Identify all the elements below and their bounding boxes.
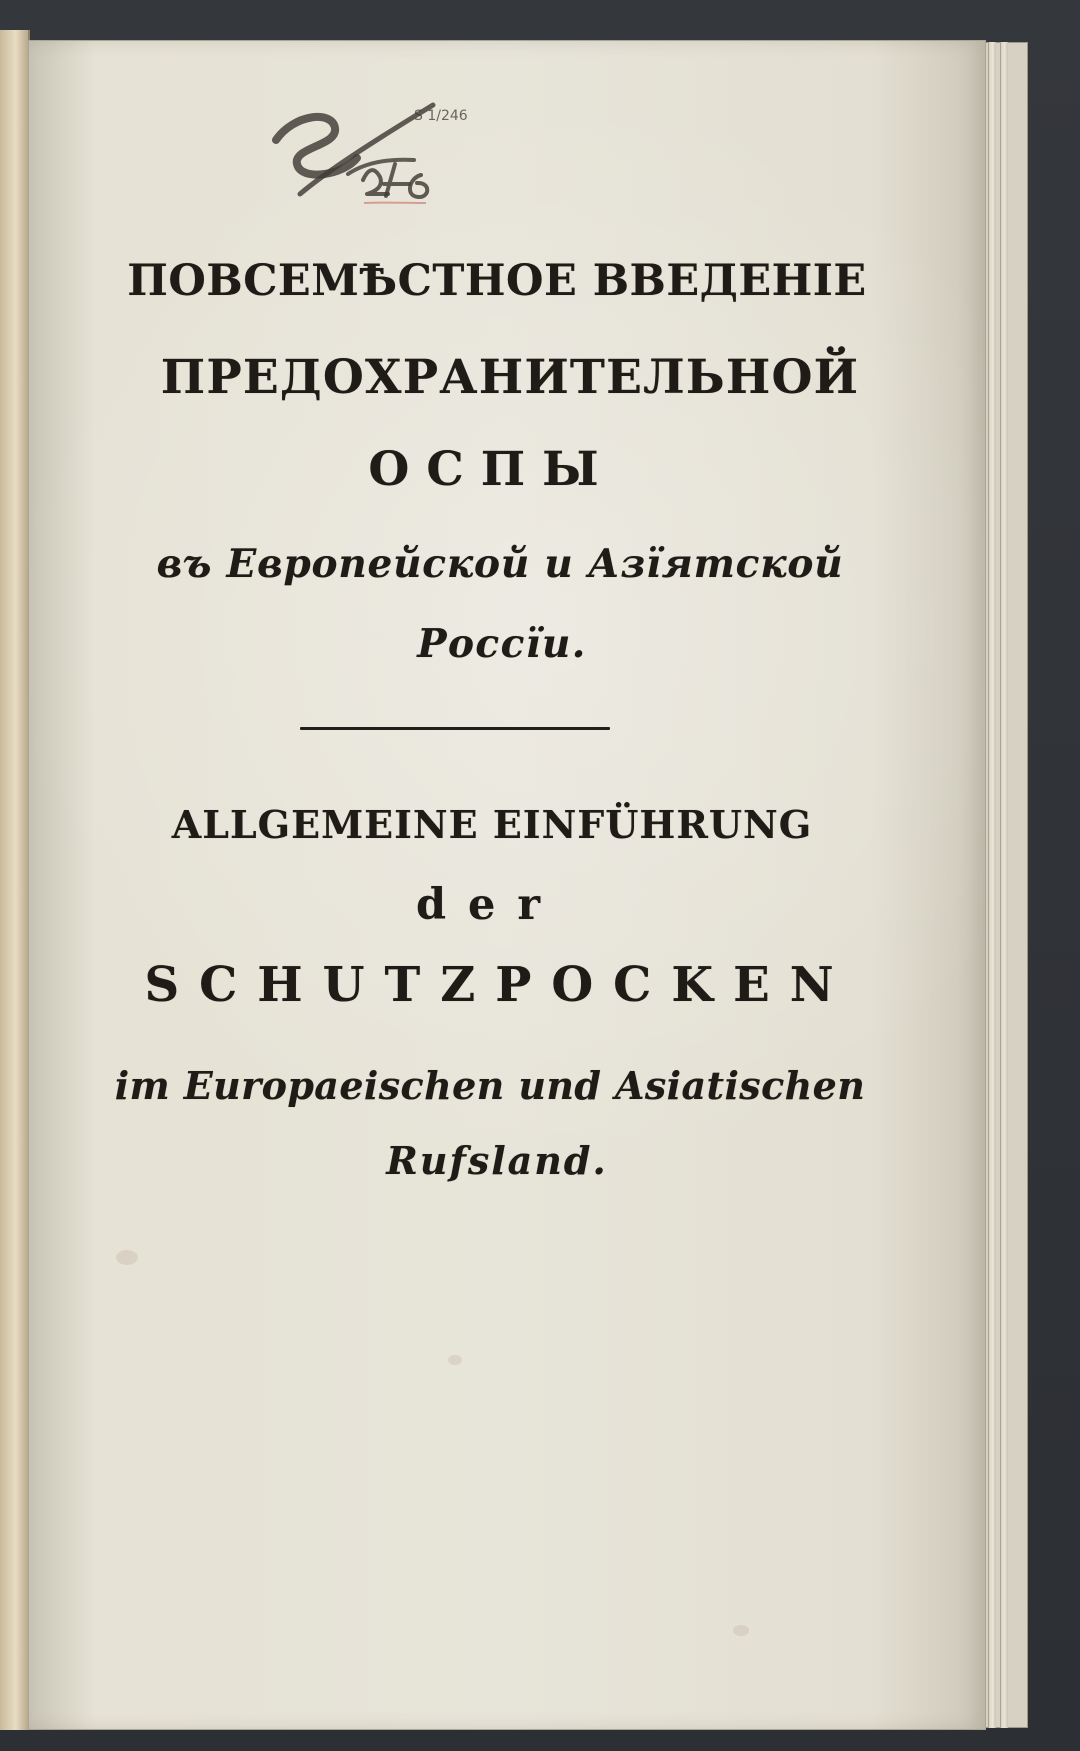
page-edge-line xyxy=(1000,42,1008,1728)
russian-subtitle-line-1: въ Европейской и Азїятской xyxy=(156,541,844,587)
page-edge-line xyxy=(988,42,996,1728)
russian-title-line-1: ПОВСЕМѢСТНОЕ ВВЕДЕНІЕ xyxy=(127,256,867,306)
russian-title-line-2: ПРЕДОХРАНИТЕЛЬНОЙ xyxy=(160,350,860,405)
russian-title-line-3: ОСПЫ xyxy=(368,442,616,497)
shelf-mark-text: S 1/246 xyxy=(414,108,468,124)
german-subtitle-line-1: im Europaeischen und Asiatischen xyxy=(114,1063,866,1108)
paper-stain xyxy=(448,1355,462,1365)
german-title-line-2: der xyxy=(415,880,563,930)
paper-stain xyxy=(116,1250,138,1265)
russian-subtitle-line-2: Россїи. xyxy=(417,621,587,667)
title-divider xyxy=(300,727,610,730)
handwritten-shelf-mark xyxy=(268,102,468,207)
title-page xyxy=(28,40,986,1730)
german-subtitle-line-2: Rufsland. xyxy=(386,1138,608,1183)
german-title-line-3: SCHUTZPOCKEN xyxy=(144,957,854,1013)
german-title-line-1: ALLGEMEINE EINFÜHRUNG xyxy=(171,802,813,847)
paper-stain xyxy=(733,1625,749,1636)
